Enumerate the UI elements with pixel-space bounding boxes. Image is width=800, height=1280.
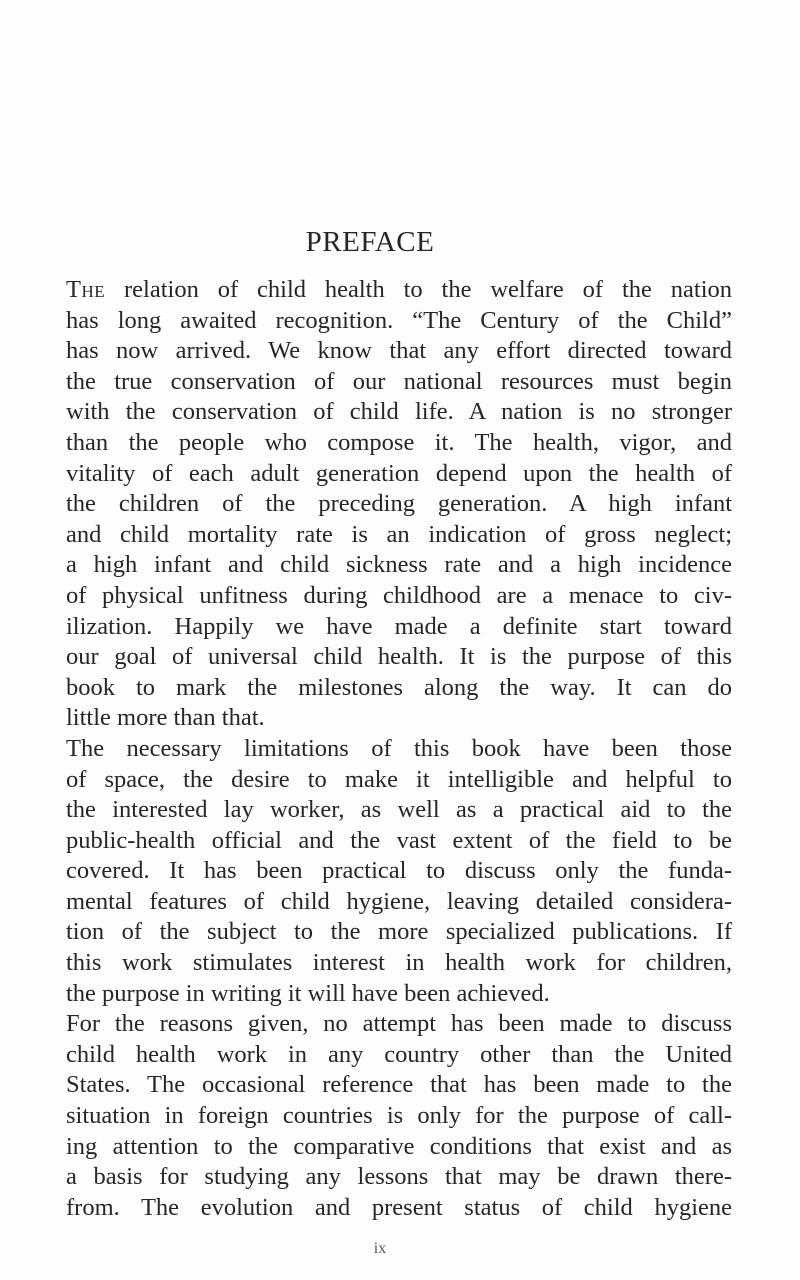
text-line: book to mark the milestones along the way. It can do — [66, 673, 732, 701]
text-line: of physical unfitness during childhood are a menace to civ- — [66, 581, 732, 609]
text-line: For the reasons given, no attempt has been made to discuss — [66, 1010, 732, 1038]
text-line: public-health official and the vast extent of the field to be — [66, 826, 732, 854]
text-line: covered. It has been practical to discuss only the funda- — [66, 857, 732, 885]
text-line: has now arrived. We know that any effort directed toward — [66, 337, 732, 365]
text-line: mental features of child hygiene, leaving detailed considera- — [66, 887, 732, 915]
text-line: the children of the preceding generation. A high infant — [66, 490, 732, 518]
opening-word: The — [66, 276, 106, 303]
text-line: little more than that. — [66, 704, 265, 732]
text-line: The necessary limitations of this book have been those — [66, 734, 732, 762]
text-line: the purpose in writing it will have been achieved. — [66, 979, 550, 1007]
text-line: tion of the subject to the more specialized publications. If — [66, 918, 732, 946]
text-line: the true conservation of our national resources must begin — [66, 367, 732, 395]
text-line: has long awaited recognition. “The Century of the Child” — [66, 306, 732, 334]
text-line: with the conservation of child life. A nation is no stronger — [66, 398, 732, 426]
text-line — [66, 275, 732, 306]
text-line: situation in foreign countries is only for the purpose of call- — [66, 1102, 732, 1130]
text-line: ing attention to the comparative conditions that exist and as — [66, 1132, 732, 1160]
text-line: a basis for studying any lessons that may be drawn there- — [66, 1163, 732, 1191]
text-line-content: relation of child health to the welfare of the nation — [105, 276, 732, 303]
text-line: and child mortality rate is an indication of gross neglect; — [66, 520, 732, 548]
text-line: from. The evolution and present status of child hygiene — [66, 1193, 732, 1221]
preface-body — [66, 275, 732, 1223]
text-line: the interested lay worker, as well as a practical aid to the — [66, 796, 732, 824]
text-line: child health work in any country other than the United — [66, 1040, 732, 1068]
text-line: a high infant and child sickness rate and a high incidence — [66, 551, 732, 579]
text-line: than the people who compose it. The health, vigor, and — [66, 428, 732, 456]
page-number: ix — [373, 1240, 387, 1257]
text-line: ilization. Happily we have made a definite start toward — [66, 612, 732, 640]
page-heading: PREFACE — [305, 226, 435, 258]
text-line: this work stimulates interest in health work for children, — [66, 949, 732, 977]
text-line: States. The occasional reference that has been made to the — [66, 1071, 732, 1099]
text-line: of space, the desire to make it intelligible and helpful to — [66, 765, 732, 793]
text-line: our goal of universal child health. It is the purpose of this — [66, 643, 732, 671]
text-line: vitality of each adult generation depend upon the health of — [66, 459, 732, 487]
